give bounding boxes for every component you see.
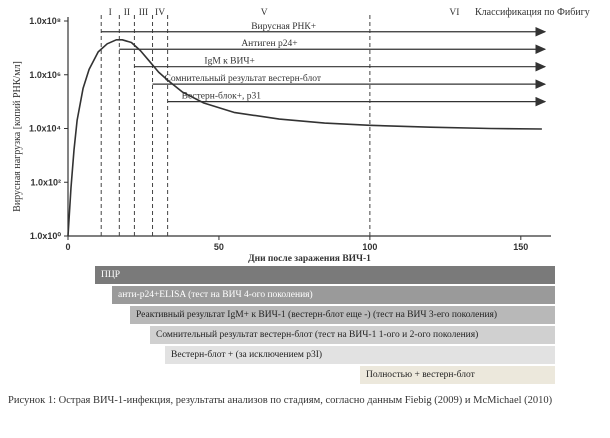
arrow-label: Антиген р24+: [241, 39, 298, 50]
y-tick-label: 1.0x10⁶: [29, 69, 61, 80]
stage-label: V: [260, 8, 268, 18]
y-tick-label: 1.0x10²: [30, 177, 61, 188]
y-tick-label: 1.0x10⁰: [29, 231, 61, 241]
stage-label: IV: [155, 8, 166, 18]
test-bar: ПЦР: [95, 266, 555, 284]
arrow-label: Вирусная РНК+: [251, 21, 317, 32]
arrow-label: Сомнительный результат вестерн-блот: [164, 74, 322, 85]
figure-caption: Рисунок 1: Острая ВИЧ-1-инфекция, результаты анализов по стадиям, согласно данным Fiebig (2009) и McMichael (2010): [8, 395, 553, 406]
stage-label: VI: [449, 8, 460, 18]
arrow-label: Вестерн-блок+, р31: [181, 91, 262, 102]
test-bar: Реактивный результат IgM+ к ВИЧ-1 (вестерн-блот еще -) (тест на ВИЧ 3-его поколения): [130, 306, 555, 324]
x-tick-label: 50: [213, 242, 224, 252]
stage-label: II: [123, 8, 131, 18]
classification-title: Классификация по Фибигу: [475, 7, 590, 18]
test-bar: анти-р24+ELISA (тест на ВИЧ 4-ого поколения): [112, 286, 555, 304]
arrow-label: IgM к ВИЧ+: [204, 56, 255, 67]
y-axis-label: Вирусная нагрузка [копий РНК/мл]: [12, 61, 23, 212]
x-tick-label: 0: [65, 242, 71, 252]
x-tick-label: 100: [362, 242, 378, 252]
test-bar: Полностью + вестерн-блот: [360, 366, 555, 384]
stage-label: I: [108, 8, 112, 18]
viral-load-curve: [68, 40, 542, 236]
test-bar: Вестерн-блот + (за исключением р3I): [165, 346, 555, 364]
y-tick-label: 1.0x10⁴: [29, 123, 61, 134]
x-tick-label: 150: [513, 242, 529, 252]
stage-label: III: [138, 8, 149, 18]
y-tick-label: 1.0x10⁸: [29, 16, 61, 26]
x-axis-label: Дни после заражения ВИЧ-1: [248, 254, 371, 264]
test-bar: Сомнительный результат вестерн-блот (тест на ВИЧ-1 1-ого и 2-ого поколения): [150, 326, 555, 344]
